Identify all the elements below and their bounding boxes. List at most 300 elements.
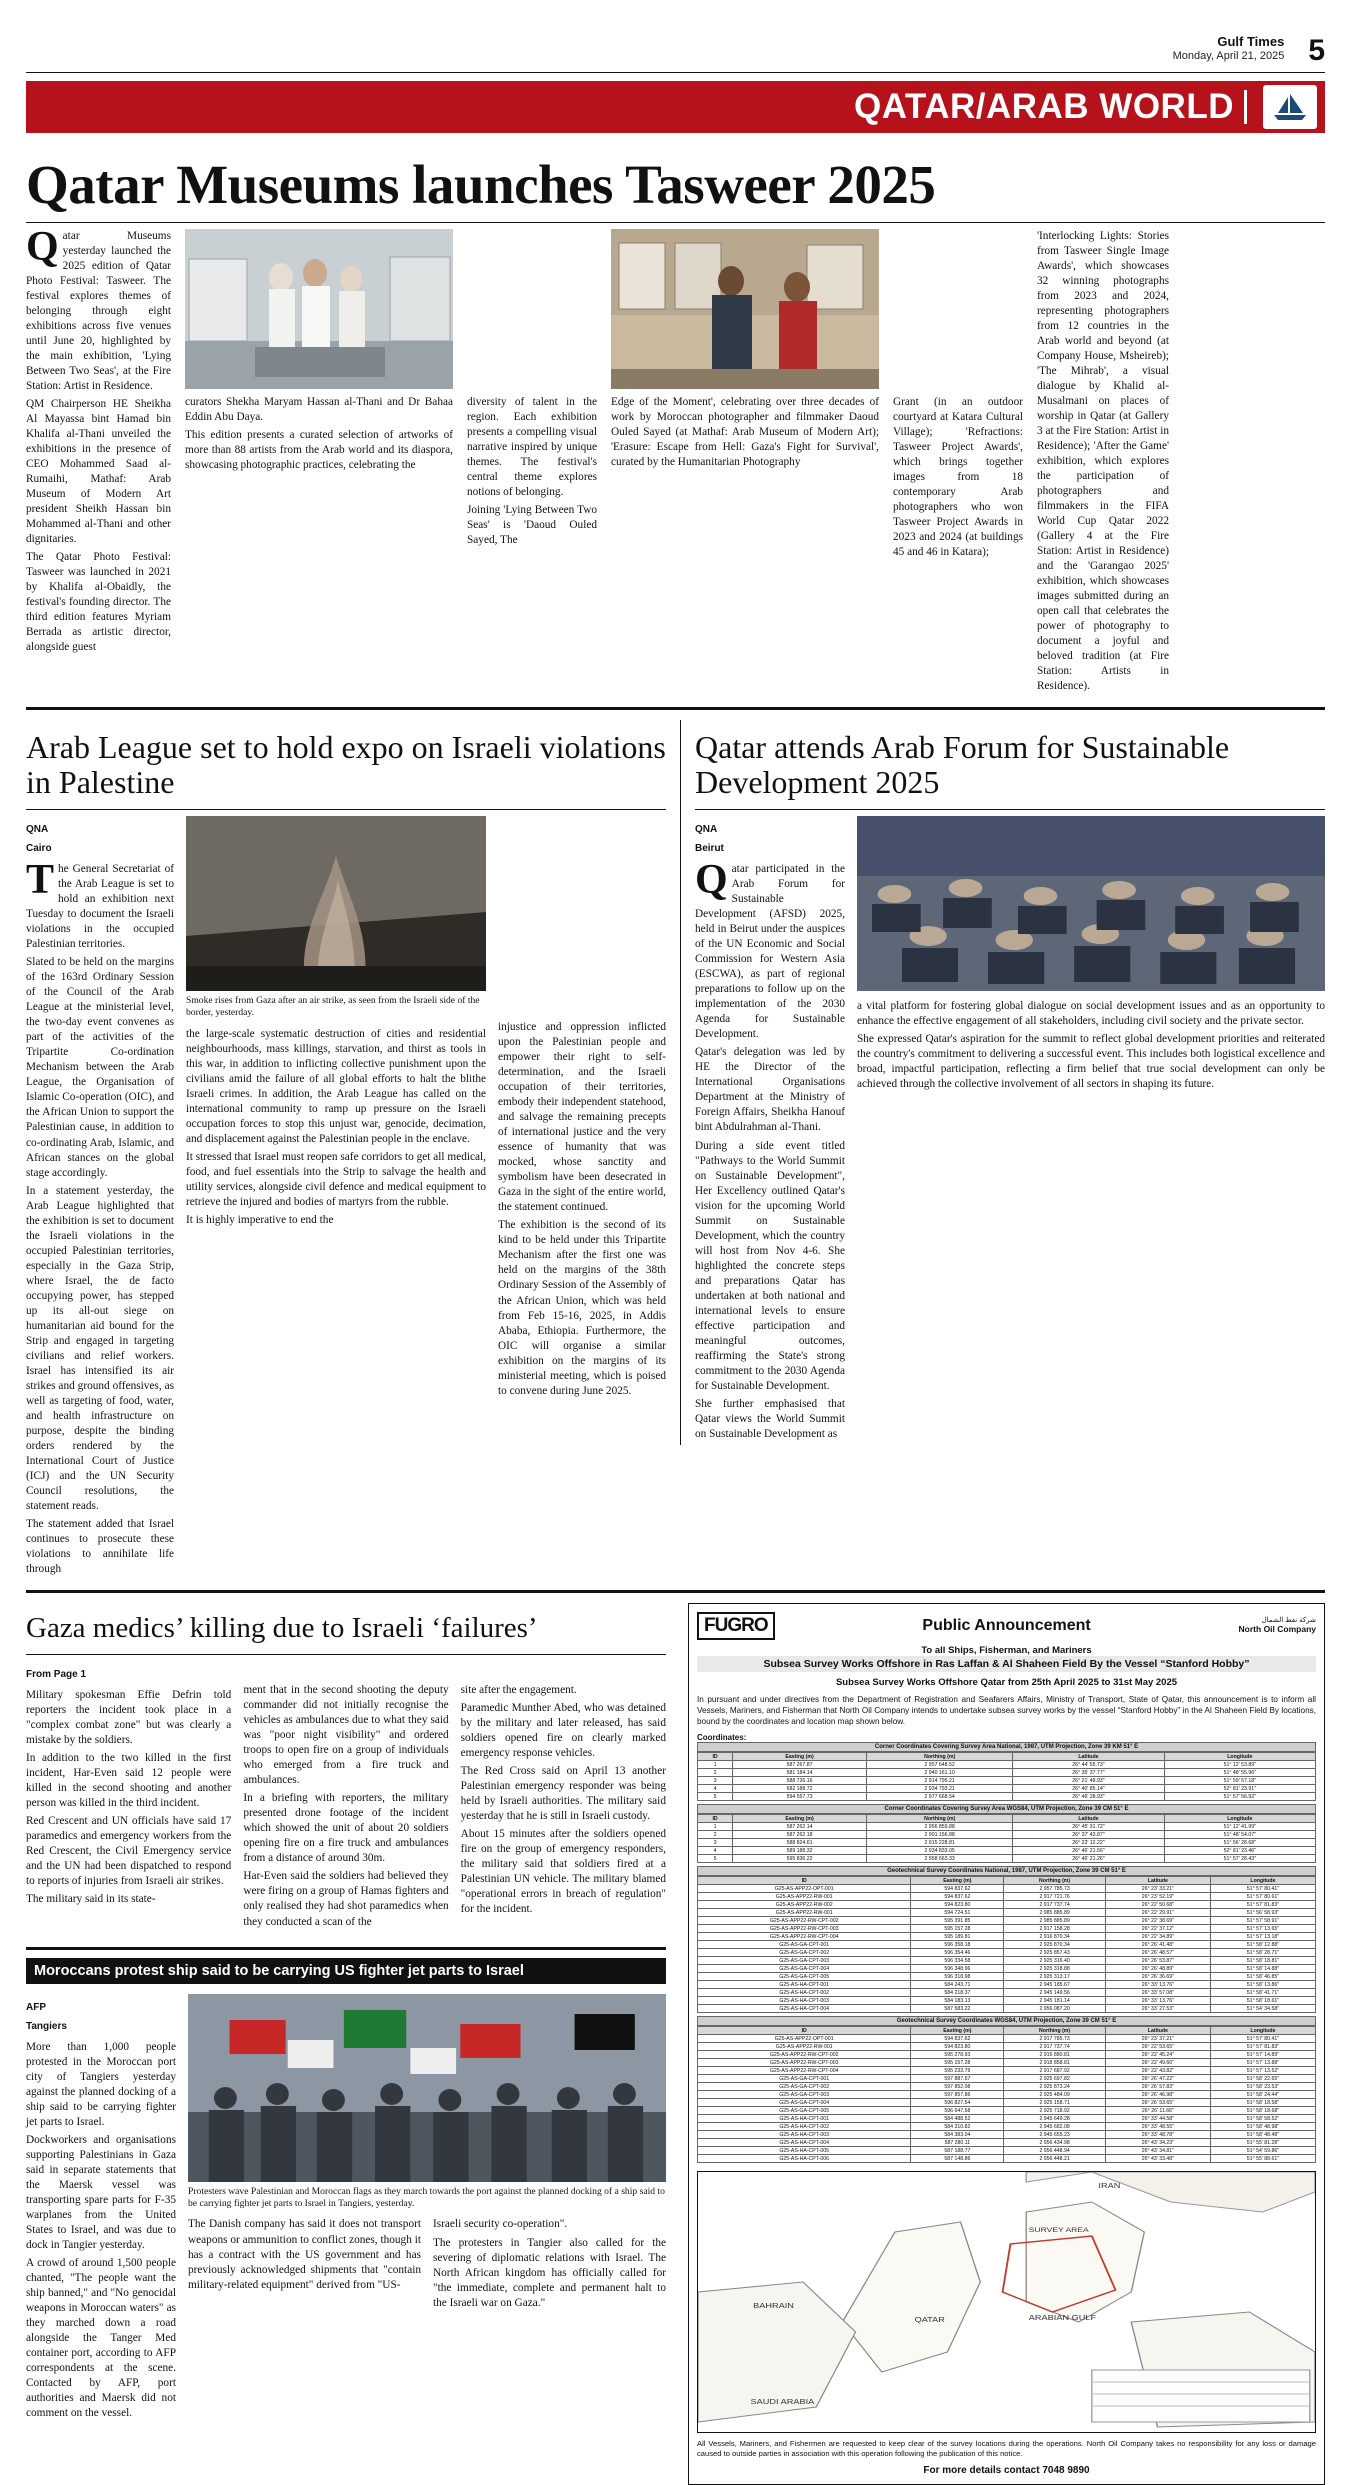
table-cell: G25-AS-HA-CPT-006 — [698, 2155, 911, 2163]
table-cell: 2 956 434.98 — [1004, 2139, 1106, 2147]
table-caption-4: Geotechnical Survey Coordinates WGS84, UTM Projection, Zone 39 CM 51° E — [697, 2016, 1316, 2026]
col-id: ID — [698, 1815, 733, 1823]
al-col-3 — [498, 816, 666, 1401]
photo-caption: Smoke rises from Gaza after an air strike, as seen from the Israeli side of the border, yesterday. — [186, 995, 480, 1019]
table-cell: G25-AS-APP22-RW-CPT-002 — [698, 2051, 911, 2059]
paragraph: In a briefing with reporters, the military presented drone footage of the incident which showed the unit of about 20 soldiers opening fire on a fire truck and ambulances from a distance of around 30m. — [243, 1792, 449, 1865]
table-cell: 587 262.18 — [733, 1831, 867, 1839]
table-cell: 51° 58' 48.98" — [1210, 2123, 1315, 2131]
table-cell: 2 977 668.54 — [867, 1793, 1013, 1801]
table-cell: 594 837.62 — [911, 2035, 1004, 2043]
table-row — [698, 1989, 1316, 1997]
table-row — [698, 2075, 1316, 2083]
table-cell: 26° 21' 48.93" — [1013, 1777, 1164, 1785]
table-cell: 51° 55' 88.61" — [1210, 2155, 1315, 2163]
svg-text:SURVEY AREA: SURVEY AREA — [1028, 2226, 1089, 2234]
col-longitude: Longitude — [1210, 1877, 1315, 1885]
table-row — [698, 2083, 1316, 2091]
table-cell: 5 — [698, 1793, 733, 1801]
paragraph: It is highly imperative to end the — [186, 1214, 334, 1227]
svg-text:QATAR: QATAR — [914, 2316, 945, 2324]
coordinates-table-3 — [697, 1876, 1316, 2013]
table-row — [698, 1839, 1316, 1847]
table-cell: 51° 58' 18.61" — [1210, 1997, 1315, 2005]
table-cell: 26° 26' 53.65" — [1105, 2099, 1210, 2107]
table-cell: 1 — [698, 1761, 733, 1769]
table-cell: 26° 43' 34.23" — [1105, 2139, 1210, 2147]
table-header-row — [698, 2027, 1316, 2035]
table-cell: 51° 57' 80.41" — [1210, 1885, 1315, 1893]
table-cell: 26° 40' 85.14" — [1013, 1785, 1164, 1793]
table-cell: 4 — [698, 1847, 733, 1855]
table-cell: 2 917 737.74 — [1004, 2043, 1106, 2051]
table-cell: 589 188.32 — [733, 1847, 867, 1855]
paragraph: A crowd of around 1,500 people chanted, "The people want the ship banned," and "No genocidal weapons in Moroccan waters" as they marched down a road alongside the Tanger Med container port, according to AFP correspondents at the scene. Contacted by AFP, port authorities and Maersk did not comment on the vessel. — [26, 2256, 176, 2419]
table-cell: 51° 57' 81.83" — [1210, 1901, 1315, 1909]
table-cell: 594 837.62 — [911, 1885, 1004, 1893]
table-cell: 2 945 181.14 — [1004, 1997, 1106, 2005]
table-cell: 2 925 697.82 — [1004, 2075, 1106, 2083]
table-body — [698, 1761, 1316, 1801]
lead-col-2 — [185, 229, 453, 476]
section-title: QATAR/ARAB WORLD — [854, 87, 1234, 126]
col-longitude: Longitude — [1164, 1815, 1315, 1823]
table-cell: 26° 26' 48.89" — [1105, 1965, 1210, 1973]
table-cell: 26° 23' 12.22" — [1013, 1839, 1164, 1847]
table-cell: 26° 22' 34.89" — [1105, 1933, 1210, 1941]
table-row — [698, 1855, 1316, 1863]
table-cell: G25-AS-APP22-RW-CPT-002 — [698, 1917, 911, 1925]
table-row — [698, 1933, 1316, 1941]
paragraph: Grant (in an outdoor courtyard at Katara Cultural Village); 'Refractions: Tasweer Project Awards', which brings together images from 18 contemporary Arab photographers who won Tasweer Project Awards in 2023 and 2024 (at buildings 45 and 46 in Katara); — [893, 395, 1023, 558]
table-row — [698, 1847, 1316, 1855]
table-cell: 51° 58' 24.44" — [1210, 2091, 1315, 2099]
table-body — [698, 1885, 1316, 2013]
lead-col-6 — [1037, 229, 1169, 697]
paragraph: The Red Cross said on April 13 another Palestinian emergency responder was being held by Israeli authorities. The military said yesterday that he is still in Israeli custody. — [460, 1765, 666, 1823]
table-cell: 3 — [698, 1777, 733, 1785]
paragraph: About 15 minutes after the soldiers opened fire on the group of emergency responders, the military said that soldiers fired at a Palestinian UN vehicle. The military blamed "operational errors in breach of regulation" for the incident. — [460, 1828, 666, 1916]
table-cell: 588 824.61 — [733, 1839, 867, 1847]
table-cell: 26° 46' 21.56" — [1013, 1847, 1164, 1855]
table-cell: 595 157.28 — [911, 2059, 1004, 2067]
paragraph: In a statement yesterday, the Arab League highlighted that the exhibition is set to document the Israeli violations in the occupied Palestinian territories, especially in the Gaza Strip, where Israel, the de facto occupying power, has stepped up its all-out siege on humanitarian aid bound for the Strip and engaged in targeting civilians and relief workers. Israel has intensified its air strikes and ground offensives, as well as targeting of food, water, and health infrastructure on purpose, despite the binding orders rendered by the International Court of Justice (ICJ) and the UN Security Council resolutions, the statement reads. — [26, 1184, 174, 1512]
dhow-logo — [1263, 85, 1317, 129]
story-forum — [680, 720, 1325, 1445]
section-rule-2 — [26, 1590, 1325, 1593]
table-cell: 2 914 795.21 — [867, 1777, 1013, 1785]
table-cell: 2 925 857.43 — [1004, 1949, 1106, 1957]
col-northing: Northing (m) — [1004, 2027, 1106, 2035]
paragraph: In addition to the two killed in the first incident, Har-Even said 12 people were killed in the second shooting and another person was killed in the third incident. — [26, 1752, 232, 1810]
table-cell: 51° 56' 28.68" — [1164, 1839, 1315, 1847]
paragraph: 'Interlocking Lights: Stories from Tasweer Single Image Awards', which showcases 32 winning photographs from 2023 and 2024, representing photographers from 12 countries in the Arab world and beyond (at Company House, Msheireb); 'The Mihrab', a visual dialogue by Khalid al-Musalmani on places of worship in Qatar (at Gallery 3 at the Fire Station: Artist in Residence); 'After the Game' exhibition, which explores the participation of photographers and filmmakers in the FIFA World Cup Qatar 2022 (Gallery 4 at the Fire Station: Artist in Residence) and the 'Garangao 2025' exhibition, which showcases images submitted during an open call that celebrates the power of photography to document a joyful and beloved tradition (at Fire Station: Artists in Residence). — [1037, 229, 1169, 693]
col-id: ID — [698, 1877, 911, 1885]
table-cell: 581 184.14 — [733, 1769, 867, 1777]
paragraph: curators Shekha Maryam Hassan al-Thani and Dr Bahaa Eddin Abu Daya. — [185, 395, 453, 423]
table-cell: 2 945 655.23 — [1004, 2131, 1106, 2139]
table-cell: 2 940 161.10 — [867, 1769, 1013, 1777]
table-cell: 1 — [698, 1823, 733, 1831]
table-cell: 51° 54' 59.86" — [1210, 2147, 1315, 2155]
table-cell: G25-AS-APP22-RW-CPT-004 — [698, 2067, 911, 2075]
story-arab-league — [26, 720, 666, 1580]
section-banner — [26, 81, 1325, 133]
table-cell: 584 383.04 — [911, 2131, 1004, 2139]
table-cell: G25-AS-HA-CPT-001 — [698, 1981, 911, 1989]
paragraph: During a side event titled "Pathways to the World Summit on Sustainable Development", Her Excellency outlined Qatar's vision for the upcoming World Summit on Sustainable Development, which the country will host from Nov 4-6. She highlighted the concrete steps and preparations Qatar has undertaken at both national and international levels to ensure effective participation and meaningful outcomes, reaffirming the State's strong commitment to the 2030 Agenda for Sustainable Development. — [695, 1139, 845, 1392]
table-cell: 595 836.22 — [733, 1855, 867, 1863]
mid-stories — [0, 720, 1351, 1580]
dateline: Tangiers — [26, 2020, 67, 2032]
paragraph: Dockworkers and organisations supporting Palestinians in Gaza said in separate statements that the Maersk vessel was transporting spare parts for F-35 warplanes from the United States to Israel, and was due to dock in Tangier yesterday. — [26, 2133, 176, 2251]
col-easting: Easting (m) — [911, 1877, 1004, 1885]
table-cell: 51° 57' 13.65" — [1210, 1925, 1315, 1933]
table-cell: G25-AS-HA-CPT-003 — [698, 2131, 911, 2139]
table-cell: 26° 22' 37.12" — [1105, 1925, 1210, 1933]
table-row — [698, 1793, 1316, 1801]
col-easting: Easting (m) — [733, 1753, 867, 1761]
paragraph: The protesters in Tangier also called for the severing of diplomatic relations with Israel. The North African kingdom has officially called for "the immediate, complete and permanent halt to the Israeli war on Gaza." — [433, 2236, 666, 2309]
table-body — [698, 2035, 1316, 2163]
table-cell: 26° 22' 43.82" — [1105, 2067, 1210, 2075]
paragraph: Israeli security co-operation". — [433, 2218, 568, 2231]
table-cell: 2 901 156.88 — [867, 1831, 1013, 1839]
paragraph: the large-scale systematic destruction of cities and residential neighbourhoods, mass killings, starvation, and thirst as tools in this war, in addition to inflicting collective punishment upon the civilians amid the failure of all global efforts to halt the blithe Israeli crimes. In addition, the Arab League has called on the international community to ramp up pressure on the Israeli occupation forces to stop this unjust war, genocide, decimation, and displacement against the Palestinian people in the enclave. — [186, 1028, 486, 1146]
table-cell: 51° 54' 34.58" — [1210, 2005, 1315, 2013]
table-header-row — [698, 1877, 1316, 1885]
paper-name: Gulf Times — [1217, 34, 1285, 49]
drop-cap: Q — [695, 857, 728, 904]
col-northing: Northing (m) — [867, 1815, 1013, 1823]
table-cell: 2 945 149.56 — [1004, 1989, 1106, 1997]
table-cell: 2 985 885.89 — [1004, 1909, 1106, 1917]
paragraph: Qatar's delegation was led by HE the Director of the International Organisations Department at the Ministry of Foreign Affairs, Sheikha Hanouf bint Abdulrahman al-Thani. — [695, 1046, 845, 1134]
byline: QNA — [26, 824, 49, 836]
coordinates-table-4 — [697, 2026, 1316, 2163]
gm-col-3 — [461, 1661, 666, 1920]
paragraph: This edition presents a curated selection of artworks of more than 88 artists from the Arab world and its diaspora, showcasing photographic practices, celebrating the — [185, 428, 453, 471]
table-cell: 26° 22' 38.69" — [1105, 1917, 1210, 1925]
table-cell: 51° 57' 13.52" — [1210, 2067, 1315, 2075]
table-row — [698, 1957, 1316, 1965]
table-cell: 587 583.22 — [911, 2005, 1004, 2013]
table-cell: 26° 33' 44.58" — [1105, 2115, 1210, 2123]
table-cell: 26° 33' 13.76" — [1105, 1981, 1210, 1989]
table-cell: 596 334.58 — [911, 1957, 1004, 1965]
table-cell: G25-AS-HA-CPT-002 — [698, 1989, 911, 1997]
table-cell: 2 917 158.28 — [1004, 1925, 1106, 1933]
gm-col-2 — [243, 1661, 448, 1932]
issue-date: Monday, April 21, 2025 — [1172, 50, 1285, 63]
svg-text:ARABIAN GULF: ARABIAN GULF — [1028, 2314, 1097, 2322]
masthead — [0, 0, 1351, 70]
announcement-header — [697, 1612, 1316, 1640]
table-cell: G25-AS-HA-CPT-005 — [698, 2147, 911, 2155]
table-row — [698, 2099, 1316, 2107]
table-cell: 2 917 687.92 — [1004, 2067, 1106, 2075]
col-longitude: Longitude — [1210, 2027, 1315, 2035]
table-cell: 26° 22' 29.91" — [1105, 1909, 1210, 1917]
table-cell: 26° 46' 28.93" — [1013, 1793, 1164, 1801]
table-cell: 584 218.37 — [911, 1989, 1004, 1997]
north-oil-logo — [1239, 1617, 1316, 1635]
table-row — [698, 2067, 1316, 2075]
table-row — [698, 1777, 1316, 1785]
announcement-body: In pursuant and under directives from the Department of Registration and Seafarers Affairs, Ministry of Transport, State of Qatar, this announcement is to inform all Vessels, Mariners, and Fisherman that North Oil Company intends to undertake subsea survey works by the vessel “Stanford Hobby” in the Al Shaheen Field By locations, bound by the coordinates and location map shown below. — [697, 1694, 1316, 1727]
paragraph: he General Secretariat of the Arab League is set to hold an exhibition next Tuesday to document the Israeli violations in the occupied Palestinian territories. — [26, 863, 174, 951]
masthead-meta — [1173, 34, 1285, 64]
table-cell: 594 557.73 — [733, 1793, 867, 1801]
mo-col-2 — [188, 1994, 666, 2314]
table-cell: 596 354.46 — [911, 1949, 1004, 1957]
table-cell: 26° 23' 52.19" — [1105, 1893, 1210, 1901]
table-cell: 51° 57' 80.41" — [1210, 2035, 1315, 2043]
dateline: Beirut — [695, 843, 724, 855]
section-rule-3 — [26, 1947, 666, 1950]
paragraph: Paramedic Munther Abed, who was detained by the military and later released, has said soldiers opened fire on clearly marked emergency response vehicles. — [460, 1702, 666, 1760]
col-latitude: Latitude — [1013, 1815, 1164, 1823]
table-cell: 596 358.18 — [911, 1941, 1004, 1949]
table-caption-2: Corner Coordinates Covering Survey Area WGS84, UTM Projection, Zone 39 CM 51° E — [697, 1804, 1316, 1814]
table-cell: 2 957 648.52 — [867, 1761, 1013, 1769]
photo-forum-hall — [857, 816, 1325, 991]
table-cell: 26° 46' 21.26" — [1013, 1855, 1164, 1863]
table-cell: 2 956 448.94 — [1004, 2147, 1106, 2155]
table-cell: 26° 33' 27.53" — [1105, 2005, 1210, 2013]
dhow-icon — [1270, 91, 1310, 123]
table-row — [698, 2035, 1316, 2043]
table-cell: 26° 22' 45.24" — [1105, 2051, 1210, 2059]
photo-museum-launch — [185, 229, 453, 389]
table-cell: 2 985 885.89 — [1004, 1917, 1106, 1925]
paragraph: diversity of talent in the region. Each exhibition presents a compelling visual narrative inspired by unique themes. The festival's central theme explores notions of belonging. — [467, 395, 597, 498]
table-row — [698, 2147, 1316, 2155]
paragraph: The exhibition is the second of its kind to be held under this Tripartite Mechanism after the first one was held on the margins of the 38th Ordinary Session of the Assembly of the African Union, which was held from Feb 15-16, 2025, in Addis Ababa, Ethiopia. Furthermore, the OIC will organise a similar exhibition on the margins of its ministerial meeting, which is poised to convene during June 2025. — [498, 1219, 666, 1397]
table-cell: 51° 57' 81.83" — [1210, 2043, 1315, 2051]
table-cell: 584 243.71 — [911, 1981, 1004, 1989]
table-cell: 51° 56' 58.93" — [1210, 1909, 1315, 1917]
paragraph: Slated to be held on the margins of the 163rd Ordinary Session of the Council of the Arab League at the ministerial level, the two-day event convenes as part of the activities of the Tripartite Co-ordination Mechanism between the Arab League, the Organisation of Islamic Co-operation (OIC), and the African Union to support the Palestinian cause, in addition to co-ordinating Arab, Islamic, and African stances on the global stage accordingly. — [26, 956, 174, 1179]
fo-col-1 — [695, 816, 845, 1445]
fugro-logo: FUGRO — [697, 1612, 775, 1640]
lead-col-5 — [893, 229, 1023, 563]
table-cell: 51° 48' 54.07" — [1164, 1831, 1315, 1839]
announcement-box — [688, 1603, 1325, 2485]
table-row — [698, 1893, 1316, 1901]
table-cell: 51° 58' 18.81" — [1210, 1957, 1315, 1965]
table-cell: 2 925 484.09 — [1004, 2091, 1106, 2099]
table-cell: 26° 43' 34.81" — [1105, 2147, 1210, 2155]
coordinates-label: Coordinates: — [697, 1733, 747, 1743]
table-cell: 4 — [698, 1785, 733, 1793]
col-id: ID — [698, 1753, 733, 1761]
paragraph: Har-Even said the soldiers had believed they were firing on a group of Hamas fighters and only realised they had shot paramedics when they conducted a scan of the — [243, 1870, 449, 1928]
paragraph: The Qatar Photo Festival: Tasweer was launched in 2021 by Khalifa al-Obaidly, the festival's founding director. The third edition features Myriam Berrada as artistic director, alongside guest — [26, 550, 171, 654]
table-cell: 2 956 087.20 — [1004, 2005, 1106, 2013]
table-cell: 51° 58' 23.53" — [1210, 2083, 1315, 2091]
table-row — [698, 2059, 1316, 2067]
table-cell: 26° 26' 53.87" — [1105, 1957, 1210, 1965]
masthead-rule — [26, 72, 1325, 73]
announcement-line3: Subsea Survey Works Offshore Qatar from 25th April 2025 to 31st May 2025 — [835, 1676, 1178, 1688]
table-cell: 26° 44' 55.73" — [1013, 1761, 1164, 1769]
lower-block — [0, 1603, 1351, 2485]
table-row — [698, 1973, 1316, 1981]
table-cell: 594 837.62 — [911, 1893, 1004, 1901]
table-cell: 2 934 793.21 — [867, 1785, 1013, 1793]
announcement-contact: For more details contact 7048 9890 — [923, 2464, 1090, 2476]
col-latitude: Latitude — [1105, 2027, 1210, 2035]
table-row — [698, 1823, 1316, 1831]
al-col-2 — [186, 816, 486, 1231]
table-cell: 2 — [698, 1831, 733, 1839]
table-cell: 595 157.28 — [911, 1925, 1004, 1933]
table-cell: G25-AS-APP22-RW-001 — [698, 1909, 911, 1917]
table-cell: 594 823.80 — [911, 2043, 1004, 2051]
table-cell: G25-AS-GA-CPT-001 — [698, 1941, 911, 1949]
mo-col-4 — [433, 2217, 666, 2313]
table-cell: 26° 35' 37.77" — [1013, 1769, 1164, 1777]
table-cell: 51° 55' 81.28" — [1210, 2139, 1315, 2147]
table-cell: 51° 58' 12.88" — [1210, 1941, 1315, 1949]
table-row — [698, 2091, 1316, 2099]
table-row — [698, 1909, 1316, 1917]
table-cell: 51° 58' 14.88" — [1210, 1965, 1315, 1973]
page-title: Qatar Museums launches Tasweer 2025 — [26, 154, 936, 215]
table-row — [698, 2043, 1316, 2051]
table-cell: 2 915 228.81 — [867, 1839, 1013, 1847]
table-cell: 2 925 318.88 — [1004, 1965, 1106, 1973]
byline: From Page 1 — [26, 1669, 87, 1681]
banner-divider — [1244, 90, 1247, 124]
table-cell: G25-AS-APP22-OPT-001 — [698, 2035, 911, 2043]
table-cell: 2 918 858.81 — [1004, 2059, 1106, 2067]
table-cell: G25-AS-APP22-RW-002 — [698, 1901, 911, 1909]
table-cell: G25-AS-GA-CPT-001 — [698, 2075, 911, 2083]
drop-cap: T — [26, 857, 55, 904]
page-number: 5 — [1308, 34, 1325, 67]
table-row — [698, 1831, 1316, 1839]
coordinates-table-1 — [697, 1752, 1316, 1801]
paragraph: Joining 'Lying Between Two Seas' is 'Daoud Ouled Sayed, The — [467, 503, 597, 546]
table-cell: 51° 58' 48.48" — [1210, 2131, 1315, 2139]
table-cell: 26° 23' 37.21" — [1105, 2035, 1210, 2043]
paragraph: Edge of the Moment', celebrating over three decades of work by Moroccan photographer and filmmaker Daoud Ouled Sayed (at Mathaf: Arab Museum of Modern Art); 'Erasure: Escape from Hell: Gaza's Fight for Survival', curated by the Humanitarian Photography — [611, 395, 879, 468]
table-cell: 26° 33' 48.78" — [1105, 2131, 1210, 2139]
col-easting: Easting (m) — [911, 2027, 1004, 2035]
paragraph: a vital platform for fostering global dialogue on social development issues and as an opportunity to enhance the effective engagement of all stakeholders, including civil society and the private sector. — [857, 1000, 1325, 1028]
table-cell: G25-AS-APP22-RW-001 — [698, 2043, 911, 2051]
al-col-1 — [26, 816, 174, 1580]
table-row — [698, 1981, 1316, 1989]
table-cell: 2 916 870.34 — [1004, 1933, 1106, 1941]
table-cell: 26° 26' 47.22" — [1105, 2075, 1210, 2083]
svg-text:BAHRAIN: BAHRAIN — [753, 2302, 794, 2310]
table-cell: 596 827.54 — [911, 2099, 1004, 2107]
table-cell: 51° 57' 58.91" — [1210, 1917, 1315, 1925]
table-row — [698, 1769, 1316, 1777]
table-cell: 26° 22' 49.66" — [1105, 2059, 1210, 2067]
table-cell: 51° 58' 18.58" — [1210, 2099, 1315, 2107]
table-cell: 2 925 316.40 — [1004, 1957, 1106, 1965]
table-body — [698, 1823, 1316, 1863]
table-cell: 2 916 880.81 — [1004, 2051, 1106, 2059]
table-cell: 51° 58' 46.85" — [1210, 1973, 1315, 1981]
dateline: Cairo — [26, 843, 52, 855]
left-lower — [26, 1603, 666, 2424]
table-cell: 26° 33' 13.76" — [1105, 1997, 1210, 2005]
table-cell: 26° 33' 48.55" — [1105, 2123, 1210, 2131]
svg-text:SAUDI ARABIA: SAUDI ARABIA — [750, 2398, 815, 2406]
table-cell: 26° 26' 48.57" — [1105, 1949, 1210, 1957]
table-cell: G25-AS-GA-CPT-004 — [698, 1965, 911, 1973]
col-latitude: Latitude — [1013, 1753, 1164, 1761]
table-cell: 588 726.16 — [733, 1777, 867, 1785]
lead-col-4 — [611, 229, 879, 473]
byline: AFP — [26, 2001, 46, 2013]
col-longitude: Longitude — [1164, 1753, 1315, 1761]
table-cell: 594 823.80 — [911, 1901, 1004, 1909]
table-cell: 595 278.93 — [911, 2051, 1004, 2059]
table-cell: 597 852.08 — [911, 2083, 1004, 2091]
table-row — [698, 2115, 1316, 2123]
table-cell: 584 488.52 — [911, 2115, 1004, 2123]
announcement-footer: All Vessels, Mariners, and Fishermen are requested to keep clear of the survey locations during the operations. North Oil Company takes no responsibility for any loss or damage caused to outside parties in association with this operation following the publication of this notice. — [697, 2439, 1316, 2458]
table-cell: 2 957 785.73 — [1004, 1885, 1106, 1893]
photo-exhibition-visitors — [611, 229, 879, 389]
paragraph: The Danish company has said it does not transport weapons or ammunition to conflict zones, though it has a contract with the US government and has previously acknowledged shipments that "contain military-related equipment" derived from "US- — [188, 2218, 421, 2291]
table-cell: 51° 57' 14.89" — [1210, 2051, 1315, 2059]
table-row — [698, 1925, 1316, 1933]
table-cell: 51° 48' 55.96" — [1164, 1769, 1315, 1777]
table-cell: 51° 12' 41.99" — [1164, 1823, 1315, 1831]
table-cell: 2 917 737.74 — [1004, 1901, 1106, 1909]
table-cell: 26° 22' 50.68" — [1105, 1901, 1210, 1909]
table-cell: G25-AS-GA-CPT-005 — [698, 2107, 911, 2115]
table-cell: 26° 23' 33.21" — [1105, 1885, 1210, 1893]
paragraph: ment that in the second shooting the deputy commander did not initially recognise the vehicles as ambulances due to what they said was "poor night visibility" and ordered troops to open fire on a group of individuals who emerged from a fire truck and ambulances. — [243, 1684, 449, 1787]
table-cell: 682 188.72 — [733, 1785, 867, 1793]
public-announcement — [680, 1603, 1325, 2485]
table-cell: 587 262.14 — [733, 1823, 867, 1831]
table-cell: G25-AS-APP22-RW-CPT-003 — [698, 2059, 911, 2067]
location-map — [697, 2171, 1316, 2433]
table-cell: G25-AS-GA-CPT-003 — [698, 2091, 911, 2099]
table-cell: 26° 26' 46.98" — [1105, 2091, 1210, 2099]
table-cell: 2 956 859.88 — [867, 1823, 1013, 1831]
table-row — [698, 2139, 1316, 2147]
table-cell: G25-AS-GA-CPT-003 — [698, 1957, 911, 1965]
photo-caption: Protesters wave Palestinian and Moroccan flags as they march towards the port against the planned docking of a ship said to be carrying fighter jet parts to Israel in Tangiers, yesterday. — [188, 2185, 665, 2209]
table-cell: 26° 43' 33.48" — [1105, 2155, 1210, 2163]
table-row — [698, 1901, 1316, 1909]
table-cell: 2 917 721.76 — [1004, 1893, 1106, 1901]
table-cell: 2 — [698, 1769, 733, 1777]
table-cell: 584 310.82 — [911, 2123, 1004, 2131]
table-cell: 2 945 185.67 — [1004, 1981, 1106, 1989]
fo-col-2 — [857, 816, 1325, 1095]
table-cell: 51° 57' 13.18" — [1210, 1933, 1315, 1941]
table-cell: 52° 81' 23.91" — [1164, 1785, 1315, 1793]
table-row — [698, 2155, 1316, 2163]
table-cell: G25-AS-HA-CPT-002 — [698, 2123, 911, 2131]
lead-col-1 — [26, 223, 171, 658]
table-cell: 2 934 833.05 — [867, 1847, 1013, 1855]
col-northing: Northing (m) — [867, 1753, 1013, 1761]
table-cell: G25-AS-HA-CPT-004 — [698, 2005, 911, 2013]
col-latitude: Latitude — [1105, 1877, 1210, 1885]
